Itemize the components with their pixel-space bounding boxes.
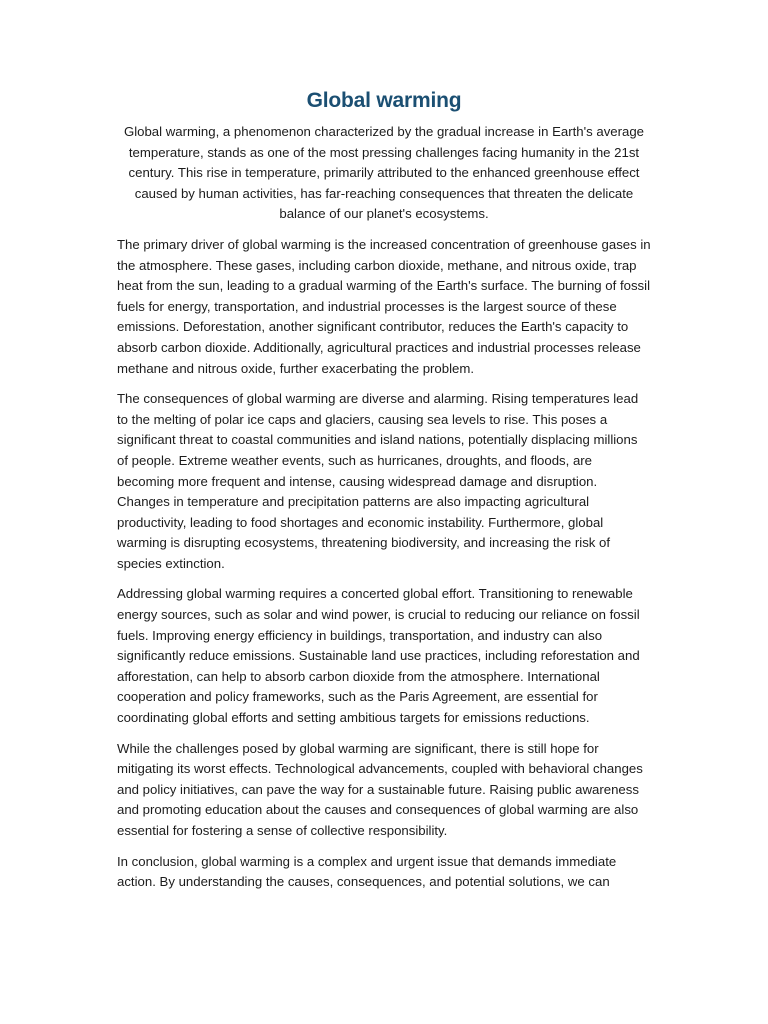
body-paragraph-causes: The primary driver of global warming is the increased concentration of greenhouse gases in the atmosphere. These gases, including carbon dioxide, methane, and nitrous oxide, trap heat from the sun, leading to a gradual warming of the Earth's surface. The burning of fossil fuels for energy, transportation, and industrial processes is the largest source of these emissions. Deforestation, another significant contributor, reduces the Earth's capacity to absorb carbon dioxide. Additionally, agricultural practices and industrial processes release methane and nitrous oxide, further exacerbating the problem. (117, 236, 651, 376)
body-paragraph-consequences: The consequences of global warming are diverse and alarming. Rising temperatures lead to the melting of polar ice caps and glaciers, causing sea levels to rise. This poses a significant threat to coastal communities and island nations, potentially displacing millions of people. Extreme weather events, such as hurricanes, droughts, and floods, are becoming more frequent and intense, causing widespread damage and disruption. Changes in temperature and precipitation patterns are also impacting agricultural productivity, leading to food shortages and economic instability. Furthermore, global warming is disrupting ecosystems, threatening biodiversity, and increasing the risk of species extinction. (117, 391, 639, 571)
body-paragraph-hope: While the challenges posed by global warming are significant, there is still hope for mitigating its worst effects. Technological advancements, coupled with behavioral changes and policy initiatives, can pave the way for a sustainable future. Raising public awareness and promoting education about the causes and consequences of global warming are also essential for fostering a sense of collective responsibility. (117, 740, 643, 838)
document-title: Global warming (306, 89, 462, 112)
body-paragraph-solutions: Addressing global warming requires a concerted global effort. Transitioning to renewable energy sources, such as solar and wind power, is crucial to reducing our reliance on fossil fuels. Improving energy efficiency in buildings, transportation, and industry can also significantly reduce emissions. Sustainable land use practices, including reforestation and afforestation, can help to absorb carbon dioxide from the atmosphere. International cooperation and policy frameworks, such as the Paris Agreement, are essential for coordinating global efforts and setting ambitious targets for emissions reductions. (117, 586, 640, 726)
body-paragraph-conclusion: In conclusion, global warming is a complex and urgent issue that demands immediate action. By understanding the causes, consequences, and potential solutions, we can (117, 853, 617, 890)
intro-paragraph: Global warming, a phenomenon characterized by the gradual increase in Earth's average temperature, stands as one of the most pressing challenges facing humanity in the 21st century. This rise in temperature, primarily attributed to the enhanced greenhouse effect caused by human activities, has far-reaching consequences that threaten the delicate balance of our planet's ecosystems. (123, 124, 645, 222)
document-page (117, 86, 651, 903)
